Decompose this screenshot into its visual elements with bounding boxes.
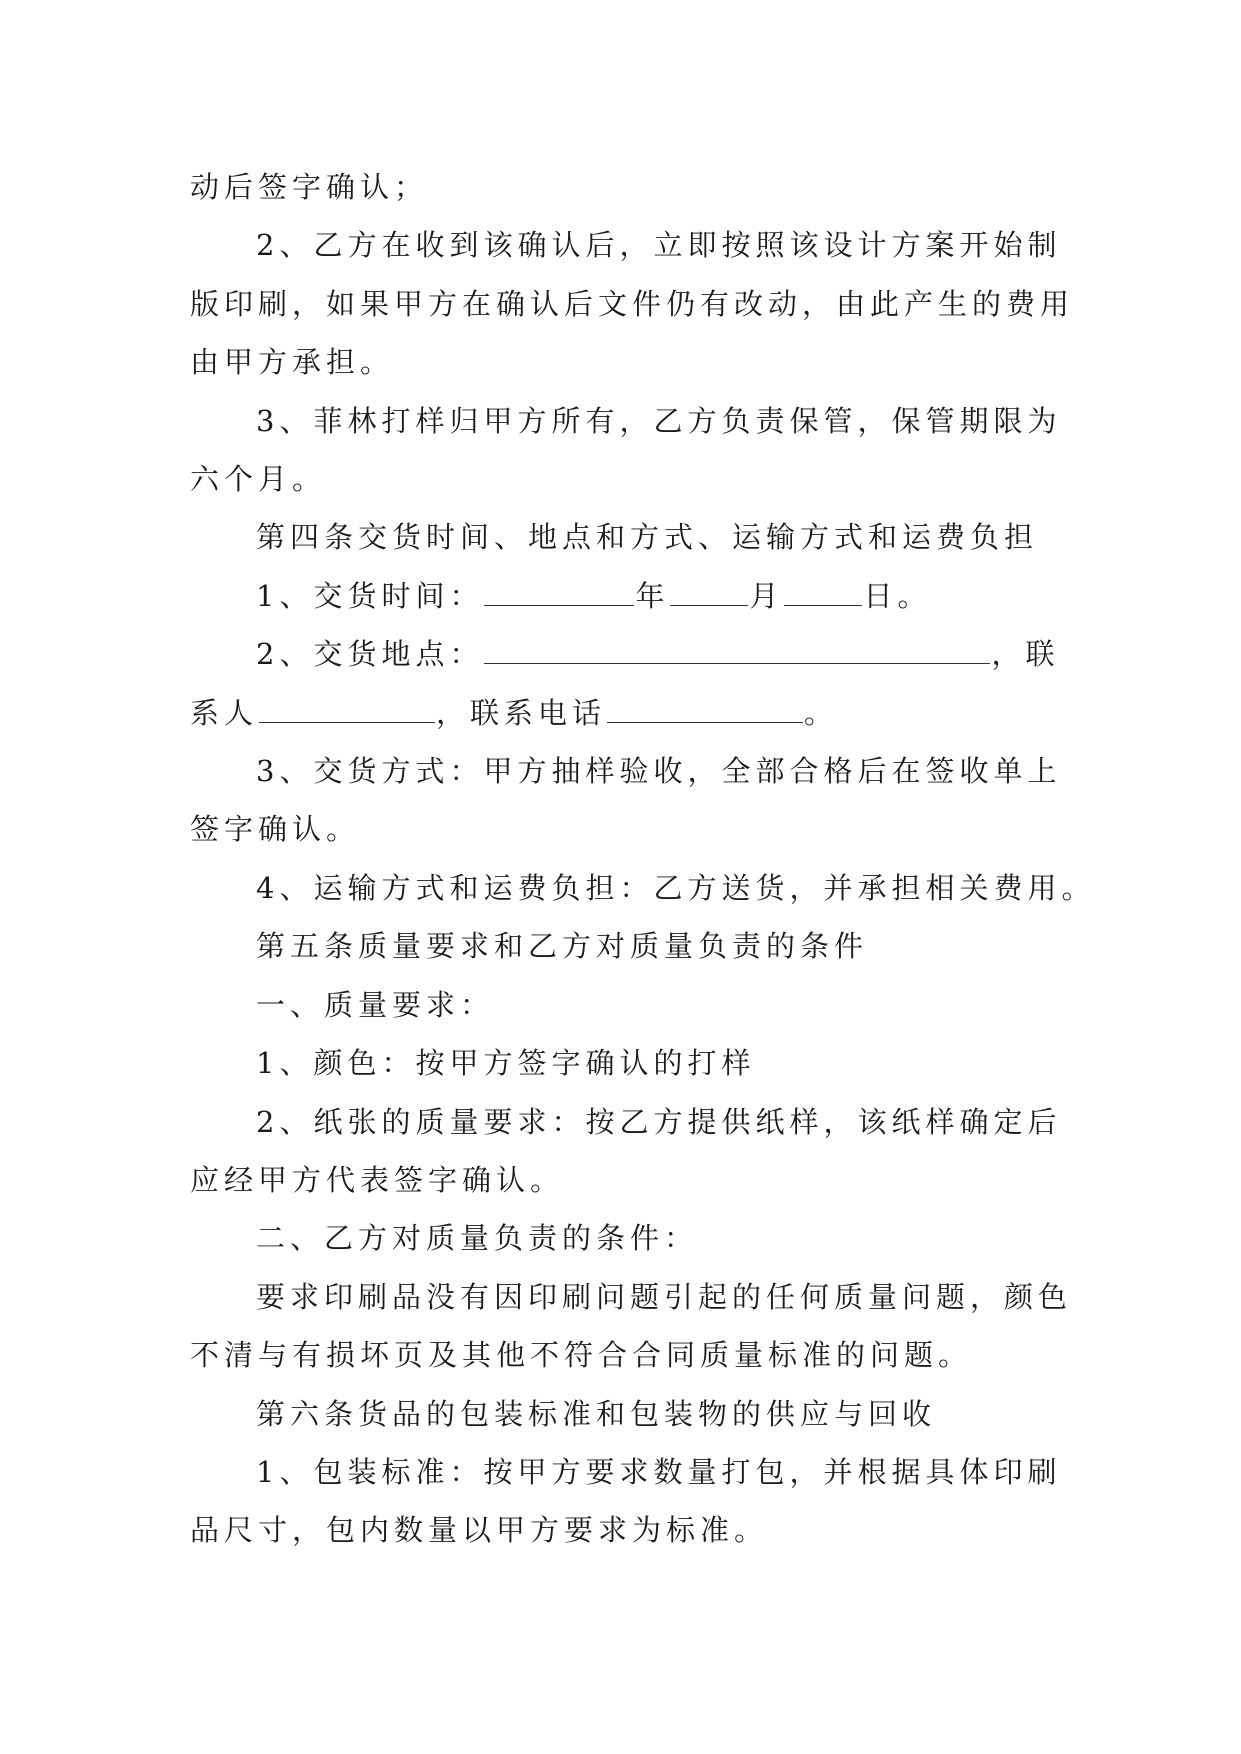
clause-item-3: 3、菲林打样归甲方所有，乙方负责保管，保管期限为 <box>256 403 1062 438</box>
clause-item-2: 2、乙方在收到该确认后，立即按照该设计方案开始制 <box>256 228 1062 263</box>
text-line: 动后签字确认； <box>190 170 429 204</box>
quality-requirements-heading: 一、质量要求： <box>256 987 495 1022</box>
delivery-time-line <box>190 567 1060 625</box>
paper-requirement-line: 2、纸张的质量要求：按乙方提供纸样，该纸样确定后 <box>256 1104 1062 1139</box>
delivery-place-blank <box>484 639 990 664</box>
packaging-standard-line: 1、包装标准：按甲方要求数量打包，并根据具体印刷 <box>256 1454 1062 1489</box>
delivery-month-blank <box>670 581 748 606</box>
text-line: 不清与有损坏页及其他不符合合同质量标准的问题。 <box>190 1338 973 1373</box>
contact-person-label: 系人 <box>190 695 259 730</box>
delivery-day-blank <box>784 581 862 606</box>
text-line: 六个月。 <box>190 462 327 497</box>
year-label: 年 <box>635 578 670 613</box>
text-line: 版印刷，如果甲方在确认后文件仍有改动，由此产生的费用 <box>190 286 1075 321</box>
delivery-time-label: 1、交货时间： <box>256 578 484 613</box>
text-line: 应经甲方代表签字确认。 <box>190 1162 565 1197</box>
color-requirement-line: 1、颜色：按甲方签字确认的打样 <box>256 1046 756 1081</box>
transport-line: 4、运输方式和运费负担：乙方送货，并承担相关费用。 <box>256 870 1096 905</box>
article-4-heading: 第四条交货时间、地点和方式、运输方式和运费负担 <box>256 520 1039 555</box>
delivery-method-line: 3、交货方式：甲方抽样验收，全部合格后在签收单上 <box>256 754 1062 789</box>
article-6-heading: 第六条货品的包装标准和包装物的供应与回收 <box>256 1396 937 1431</box>
day-label: 日。 <box>863 578 932 613</box>
article-5-heading: 第五条质量要求和乙方对质量负责的条件 <box>256 929 869 964</box>
contact-phone-label: ，联系电话 <box>436 695 607 730</box>
text-line: 签字确认。 <box>190 812 361 847</box>
contract-body <box>190 158 1096 1560</box>
delivery-place-line <box>190 625 1060 683</box>
quality-conditions-line: 要求印刷品没有因印刷问题引起的任何质量问题，颜色 <box>256 1279 1073 1314</box>
contact-phone-blank <box>607 698 803 723</box>
line-end-period: 。 <box>804 695 839 730</box>
contact-person-blank <box>259 698 435 723</box>
quality-conditions-heading: 二、乙方对质量负责的条件： <box>256 1221 699 1256</box>
text-line: 由甲方承担。 <box>190 345 395 380</box>
contact-label-start: ，联 <box>991 637 1060 672</box>
delivery-place-label: 2、交货地点： <box>256 637 484 672</box>
delivery-year-blank <box>484 581 634 606</box>
text-line: 品尺寸，包内数量以甲方要求为标准。 <box>190 1513 769 1548</box>
contact-line <box>190 684 1060 742</box>
month-label: 月 <box>749 578 784 613</box>
